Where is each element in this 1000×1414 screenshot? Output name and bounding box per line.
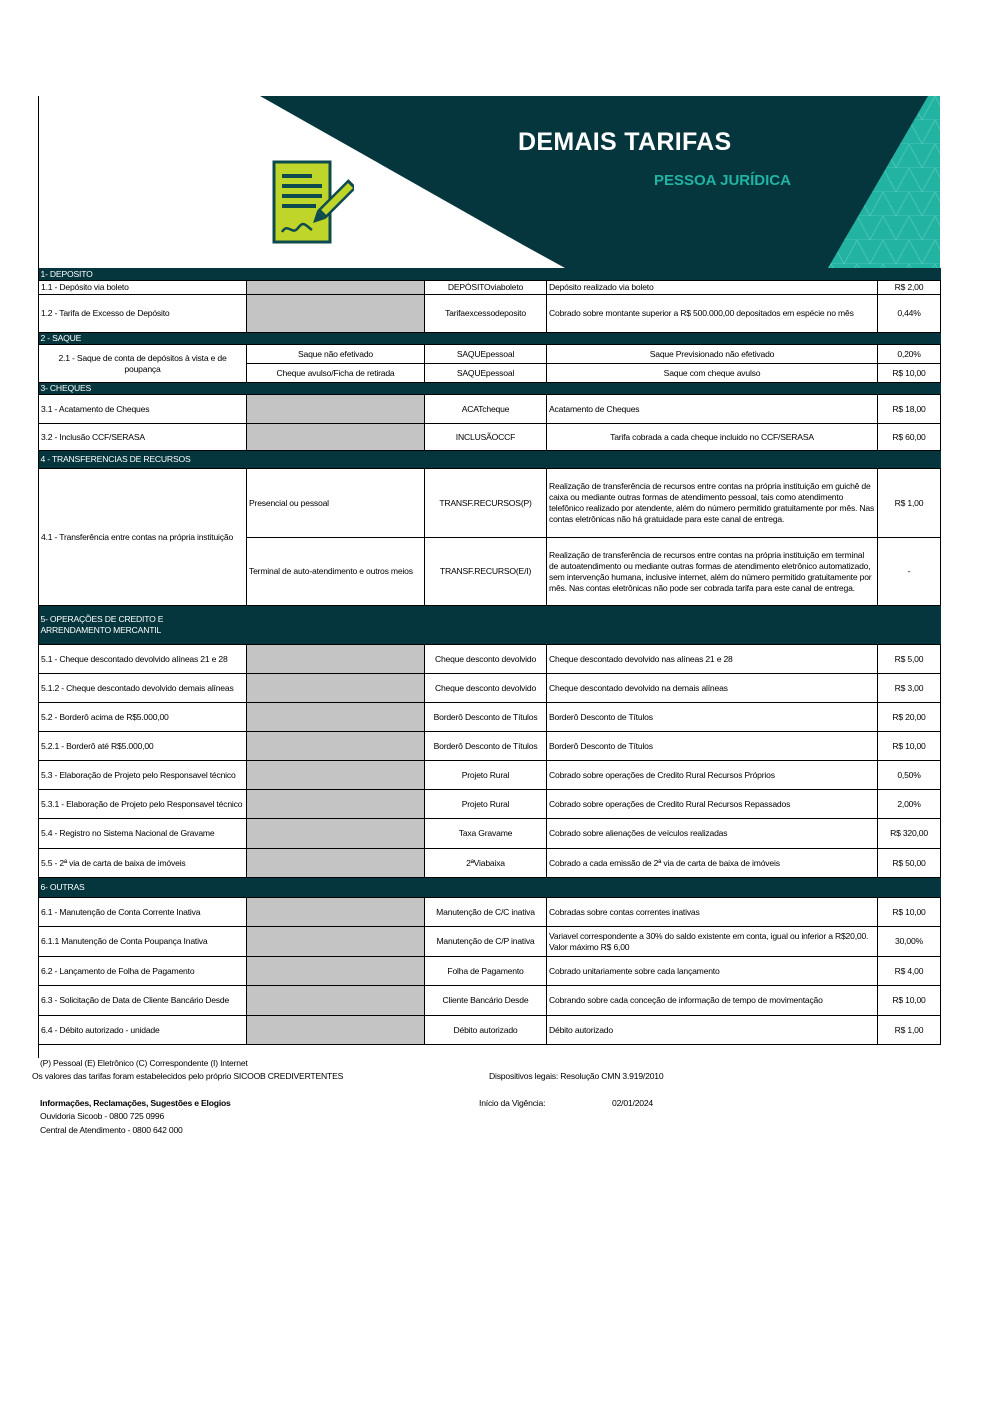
value-cell: R$ 20,00	[878, 703, 941, 732]
value-cell: R$ 1,00	[878, 1016, 941, 1045]
channel-cell	[247, 790, 425, 819]
value-cell: R$ 2,00	[878, 281, 941, 295]
section-title: 2 - SAQUE	[39, 333, 941, 345]
code-cell: INCLUSÃOCCF	[425, 424, 547, 451]
code-cell: Débito autorizado	[425, 1016, 547, 1045]
event-cell: Variavel correspondente a 30% do saldo existente em conta, igual ou inferior a R$20,00. Valor máximo R$ 6,00	[547, 927, 878, 957]
table-row	[39, 898, 941, 927]
event-cell: Acatamento de Cheques	[547, 395, 878, 424]
code-cell: Borderô Desconto de Títulos	[425, 703, 547, 732]
channel-cell	[247, 927, 425, 957]
table-row	[39, 469, 941, 538]
footer-contact-title: Informações, Reclamações, Sugestões e Elogios	[40, 1098, 231, 1108]
section-title-line2: ARRENDAMENTO MERCANTIL	[40, 625, 162, 635]
event-cell: Cobrado sobre alienações de veículos realizadas	[547, 819, 878, 849]
value-cell: R$ 4,00	[878, 957, 941, 986]
service-cell: 6.3 - Solicitação de Data de Cliente Bancário Desde	[39, 986, 247, 1016]
value-cell: R$ 5,00	[878, 645, 941, 674]
footer-legal: Dispositivos legais: Resolução CMN 3.919/2010	[489, 1071, 664, 1081]
service-cell: 6.4 - Débito autorizado - unidade	[39, 1016, 247, 1045]
section-header	[39, 333, 941, 345]
footer-legend: (P) Pessoal (E) Eletrônico (C) Correspondente (I) Internet	[40, 1058, 248, 1068]
event-cell: Cobradas sobre contas correntes inativas	[547, 898, 878, 927]
table-row	[39, 295, 941, 333]
value-cell: R$ 10,00	[878, 732, 941, 761]
table-row	[39, 927, 941, 957]
channel-cell: Presencial ou pessoal	[247, 469, 425, 538]
code-cell: Borderô Desconto de Títulos	[425, 732, 547, 761]
page-title: DEMAIS TARIFAS	[518, 128, 732, 156]
table-row	[39, 424, 941, 451]
channel-cell	[247, 424, 425, 451]
service-cell: 5.3 - Elaboração de Projeto pelo Responsavel técnico	[39, 761, 247, 790]
code-cell: TRANSF.RECURSOS(P)	[425, 469, 547, 538]
section-title-line1: 5- OPERAÇÕES DE CREDITO E	[40, 614, 164, 624]
code-cell: DEPÓSITOviaboleto	[425, 281, 547, 295]
footer-vigencia-date: 02/01/2024	[612, 1098, 654, 1108]
event-cell: Borderô Desconto de Títulos	[547, 732, 878, 761]
footer-vigencia-label: Início da Vigência:	[479, 1098, 546, 1108]
channel-cell	[247, 986, 425, 1016]
event-cell: Cobrado sobre montante superior a R$ 500.000,00 depositados em espécie no mês	[547, 295, 878, 333]
footer-note: Os valores das tarifas foram estabelecidos pelo próprio SICOOB CREDIVERTENTES	[32, 1071, 344, 1081]
table-row	[39, 986, 941, 1016]
service-cell: 5.5 - 2ª via de carta de baixa de imóveis	[39, 849, 247, 878]
service-cell: 5.2.1 - Borderô até R$5.000,00	[39, 732, 247, 761]
value-cell: 0,20%	[878, 345, 941, 364]
code-cell: 2ªViabaixa	[425, 849, 547, 878]
service-cell: 3.2 - Inclusão CCF/SERASA	[39, 424, 247, 451]
table-row	[39, 819, 941, 849]
service-cell: 4.1 - Transferência entre contas na própria instituição	[39, 469, 247, 606]
table-row	[39, 703, 941, 732]
channel-cell	[247, 849, 425, 878]
table-row	[39, 1016, 941, 1045]
event-cell: Borderô Desconto de Títulos	[547, 703, 878, 732]
channel-cell	[247, 674, 425, 703]
document-pen-icon	[272, 160, 354, 246]
table-row	[39, 281, 941, 295]
code-cell: Projeto Rural	[425, 761, 547, 790]
section-title: 6- OUTRAS	[39, 878, 941, 898]
channel-cell	[247, 957, 425, 986]
value-cell: R$ 18,00	[878, 395, 941, 424]
table-row	[39, 674, 941, 703]
section-header	[39, 269, 941, 281]
value-cell: R$ 60,00	[878, 424, 941, 451]
channel-cell	[247, 395, 425, 424]
service-cell: 5.1.2 - Cheque descontado devolvido demais alíneas	[39, 674, 247, 703]
table-row	[39, 761, 941, 790]
table-row	[39, 345, 941, 364]
section-header	[39, 451, 941, 469]
service-cell: 6.2 - Lançamento de Folha de Pagamento	[39, 957, 247, 986]
service-cell: 5.1 - Cheque descontado devolvido alíneas 21 e 28	[39, 645, 247, 674]
event-cell: Realização de transferência de recursos entre contas na própria instituição em guichê de caixa ou mediante outras formas de atendimento pessoal, tais como atendimento telefônico realizado por atendente, além do número permitido gratuitamente por mês. Nas contas eletrônicas não há gratuidade para este canal de entrega.	[547, 469, 878, 538]
channel-cell	[247, 761, 425, 790]
page-subtitle: PESSOA JURÍDICA	[654, 172, 791, 189]
channel-cell	[247, 819, 425, 849]
section-header	[39, 606, 941, 645]
service-cell: 5.3.1 - Elaboração de Projeto pelo Responsavel técnico	[39, 790, 247, 819]
code-cell: SAQUEpessoal	[425, 364, 547, 383]
event-cell: Cobrado sobre operações de Credito Rural Recursos Repassados	[547, 790, 878, 819]
code-cell: Manutenção de C/C inativa	[425, 898, 547, 927]
service-cell: 3.1 - Acatamento de Cheques	[39, 395, 247, 424]
event-cell: Cheque descontado devolvido na demais alíneas	[547, 674, 878, 703]
code-cell: Manutenção de C/P inativa	[425, 927, 547, 957]
code-cell: TRANSF.RECURSO(E/I)	[425, 538, 547, 606]
channel-cell	[247, 703, 425, 732]
channel-cell	[247, 295, 425, 333]
code-cell: SAQUEpessoal	[425, 345, 547, 364]
table-row	[39, 849, 941, 878]
code-cell: Cheque desconto devolvido	[425, 674, 547, 703]
value-cell: R$ 320,00	[878, 819, 941, 849]
code-cell: Cliente Bancário Desde	[425, 986, 547, 1016]
table-row	[39, 645, 941, 674]
value-cell: R$ 50,00	[878, 849, 941, 878]
event-cell: Cobrado sobre operações de Credito Rural Recursos Próprios	[547, 761, 878, 790]
event-cell: Realização de transferência de recursos entre contas na própria instituição em terminal de autoatendimento ou mediante outras formas de atendimento eletrônico automatizado, sem intervenção humana, inclusive internet, além do número permitido gratuitamente por mês. Nas contas eletrônicas não pode ser cobrada tarifa para este canal de entrega.	[547, 538, 878, 606]
table-row	[39, 732, 941, 761]
section-title: 1- DEPOSITO	[39, 269, 941, 281]
event-cell: Saque com cheque avulso	[547, 364, 878, 383]
section-header	[39, 383, 941, 395]
service-cell: 6.1.1 Manutenção de Conta Poupança Inativa	[39, 927, 247, 957]
table-row	[39, 790, 941, 819]
value-cell: 30,00%	[878, 927, 941, 957]
code-cell: Taxa Gravame	[425, 819, 547, 849]
service-cell: 1.2 - Tarifa de Excesso de Depósito	[39, 295, 247, 333]
value-cell: R$ 3,00	[878, 674, 941, 703]
event-cell: Cobrando sobre cada conceção de informação de tempo de movimentação	[547, 986, 878, 1016]
section-header	[39, 878, 941, 898]
service-cell: 1.1 - Depósito via boleto	[39, 281, 247, 295]
channel-cell	[247, 1016, 425, 1045]
event-cell: Saque Previsionado não efetivado	[547, 345, 878, 364]
event-cell: Tarifa cobrada a cada cheque incluido no CCF/SERASA	[547, 424, 878, 451]
event-cell: Cobrado unitariamente sobre cada lançamento	[547, 957, 878, 986]
value-cell: R$ 10,00	[878, 364, 941, 383]
value-cell: 0,50%	[878, 761, 941, 790]
channel-cell: Cheque avulso/Ficha de retirada	[247, 364, 425, 383]
section-title: 4 - TRANSFERENCIAS DE RECURSOS	[39, 451, 941, 469]
event-cell: Débito autorizado	[547, 1016, 878, 1045]
service-cell: 5.4 - Registro no Sistema Nacional de Gravame	[39, 819, 247, 849]
code-cell: Folha de Pagamento	[425, 957, 547, 986]
footer-central: Central de Atendimento - 0800 642 000	[40, 1125, 183, 1135]
channel-cell	[247, 281, 425, 295]
event-cell: Cobrado a cada emissão de 2ª via de carta de baixa de imóveis	[547, 849, 878, 878]
value-cell: 2,00%	[878, 790, 941, 819]
channel-cell: Terminal de auto-atendimento e outros meios	[247, 538, 425, 606]
section-title: 3- CHEQUES	[39, 383, 941, 395]
channel-cell	[247, 732, 425, 761]
code-cell: ACATcheque	[425, 395, 547, 424]
fees-table	[38, 268, 941, 1045]
value-cell: -	[878, 538, 941, 606]
value-cell: R$ 1,00	[878, 469, 941, 538]
code-cell: Projeto Rural	[425, 790, 547, 819]
footer-ouvidoria: Ouvidoria Sicoob - 0800 725 0996	[40, 1111, 165, 1121]
value-cell: 0,44%	[878, 295, 941, 333]
channel-cell: Saque não efetivado	[247, 345, 425, 364]
value-cell: R$ 10,00	[878, 986, 941, 1016]
code-cell: Cheque desconto devolvido	[425, 645, 547, 674]
channel-cell	[247, 645, 425, 674]
event-cell: Depósito realizado via boleto	[547, 281, 878, 295]
service-cell: 2.1 - Saque de conta de depósitos à vista e de poupança	[39, 345, 247, 383]
event-cell: Cheque descontado devolvido nas alíneas 21 e 28	[547, 645, 878, 674]
service-cell: 5.2 - Borderô acima de R$5.000,00	[39, 703, 247, 732]
service-cell: 6.1 - Manutenção de Conta Corrente Inativa	[39, 898, 247, 927]
value-cell: R$ 10,00	[878, 898, 941, 927]
table-row	[39, 957, 941, 986]
table-row	[39, 395, 941, 424]
code-cell: Tarifaexcessodeposito	[425, 295, 547, 333]
section-title	[39, 606, 941, 645]
channel-cell	[247, 898, 425, 927]
